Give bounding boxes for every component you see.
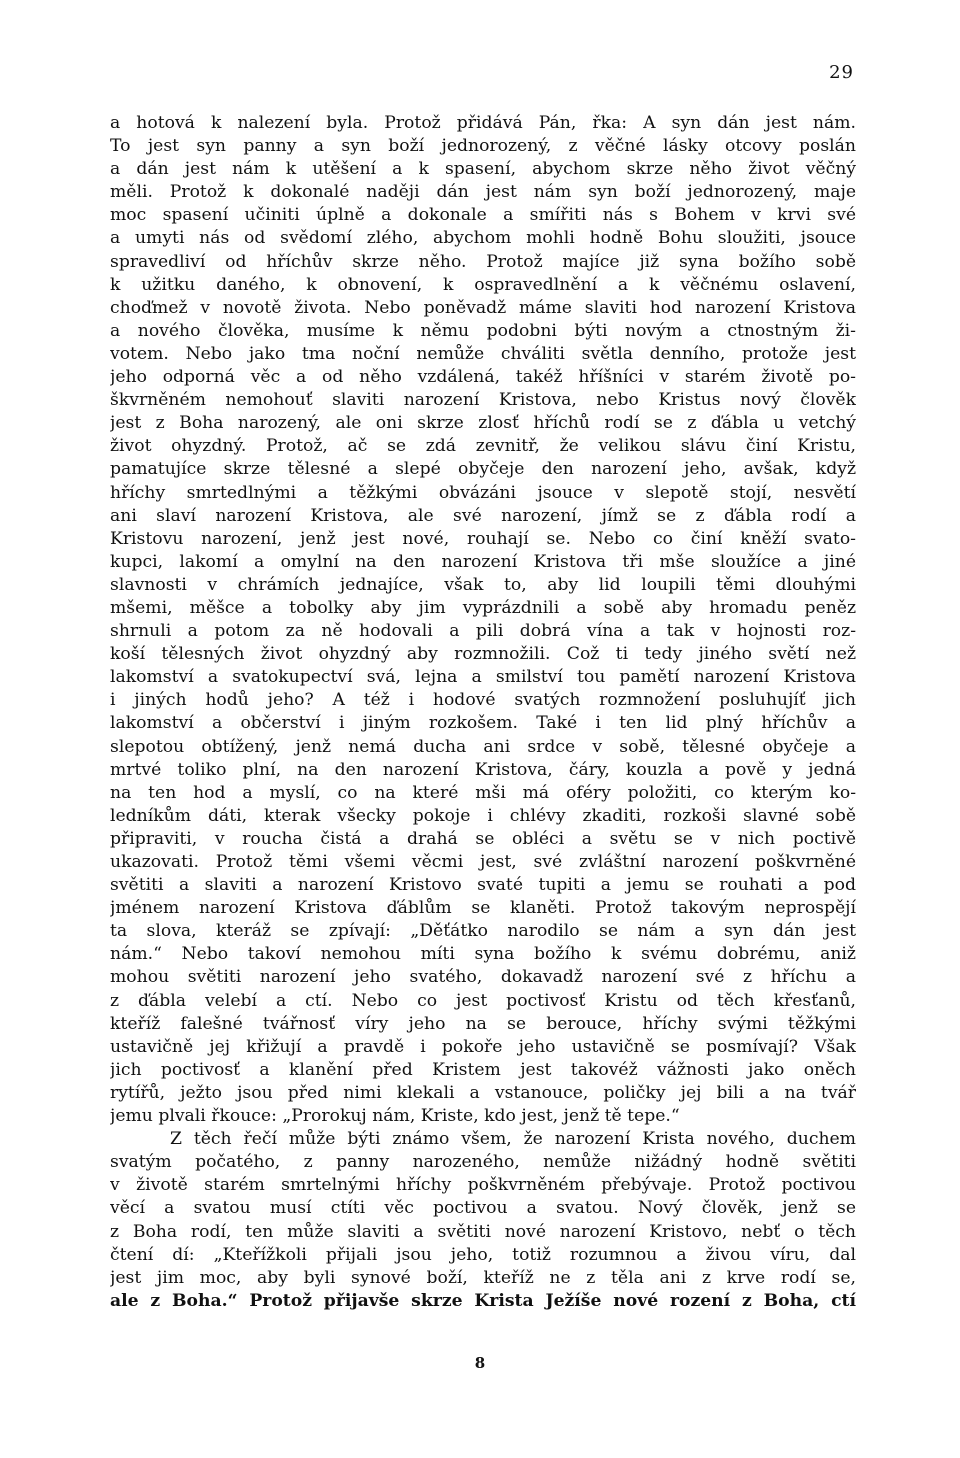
text-line: koší tělesných život ohyzdný aby rozmnožili. Což ti tedy jiného světí než bbox=[110, 644, 856, 665]
text-line: měli. Protož k dokonalé naději dán jest nám syn boží jednorozený, maje bbox=[110, 182, 856, 203]
text-line: jménem narození Kristova ďáblům se klaněti. Protož takovým neprospějí bbox=[110, 898, 856, 919]
text-line: pamatujíce skrze tělesné a slepé obyčeje den narození jeho, avšak, když bbox=[110, 459, 856, 480]
text-line: mrtvé toliko plní, na den narození Kristova, čáry, kouzla a pově y jedná bbox=[110, 759, 856, 780]
text-line: z Boha rodí, ten může slaviti a světiti nové narození Kristovo, nebť o těch bbox=[110, 1221, 856, 1242]
page-number: 29 bbox=[829, 62, 854, 83]
text-line: život ohyzdný. Protož, ač se zdá zevnitř, že velikou slávu činí Kristu, bbox=[110, 436, 856, 457]
printer-signature-mark: 8 bbox=[474, 1354, 486, 1372]
text-line: hříchy smrtedlnými a těžkými obvázáni jsouce v slepotě stojí, nesvětí bbox=[110, 482, 856, 503]
text-line: shrnuli a potom za ně hodovali a pili dobrá vína a tak v hojnosti roz- bbox=[110, 621, 856, 642]
paragraph-end-line: jemu plvali řkouce: „Prorokuj nám, Kriste, kdo jest, jenž tě tepe.“ bbox=[110, 1106, 680, 1127]
text-line: Kristovu narození, jenž jest nové, rouhají se. Nebo co činí kněží svato- bbox=[110, 528, 856, 549]
text-line: kteříž falešné tvářnosť víry jeho na se berouce, hříchy svými těžkými bbox=[110, 1013, 856, 1034]
text-line: jest z Boha narozený, ale oni skrze zlosť hříchů rodí se z ďábla u vetchý bbox=[110, 413, 856, 434]
paragraph-start-line: Z těch řečí může býti známo všem, že narození Krista nového, duchem bbox=[170, 1129, 856, 1150]
text-line: ta slova, kteráž se zpívají: „Děťátko narodilo se nám a syn dán jest bbox=[110, 921, 856, 942]
text-line: choďmež v novotě života. Nebo poněvadž máme slaviti hod narození Kristova bbox=[110, 297, 856, 318]
text-line: jich poctivosť a klanění před Kristem jest takovéž vážnosti jako oněch bbox=[110, 1059, 856, 1080]
text-line: moc spasení učiniti úplně a dokonale a smířiti nás s Bohem v krvi své bbox=[110, 205, 856, 226]
text-line: a nového člověka, musíme k němu podobni býti novým a ctnostným ži- bbox=[110, 320, 856, 341]
text-line: připraviti, v roucha čistá a drahá se obléci a světu se v nich poctivě bbox=[110, 828, 856, 849]
text-line: rytířů, ježto jsou před nimi klekali a vstanouce, poličky jej bili a na tvář bbox=[110, 1082, 856, 1103]
text-line: škvrněném nemohouť slaviti narození Kristova, nebo Kristus nový člověk bbox=[110, 390, 856, 411]
text-line: kupci, lakomí a omylní na den narození Kristova tři mše sloužíce a jiné bbox=[110, 551, 856, 572]
text-line: jeho odporná věc a od něho vzdálená, takéž hříšníci v starém životě po- bbox=[110, 367, 856, 388]
text-line: jest jim moc, aby byli synové boží, kteříž ne z těla ani z krve rodí se, bbox=[110, 1267, 856, 1288]
text-line: lakomství a občerství i jiným rozkošem. Také i ten lid plný hříchův a bbox=[110, 713, 856, 734]
text-line: mohou světiti narození jeho svatého, dokavadž narození své z hříchu a bbox=[110, 967, 856, 988]
text-line: spravedliví od hříchův skrze něho. Protož majíce již syna božího sobě bbox=[110, 251, 856, 272]
text-line: v životě starém smrtelnými hříchy poškvrněném přebývaje. Protož poctivou bbox=[110, 1175, 856, 1196]
text-line: ale z Boha.“ Protož přijavše skrze Krista Ježíše nové rození z Boha, ctí bbox=[110, 1290, 856, 1311]
text-line: slavnosti v chrámích jednajíce, však to, aby lid loupili těmi dlouhými bbox=[110, 574, 856, 595]
text-line: čtení dí: „Kteřížkoli přijali jsou jeho, totiž rozumnou a živou víru, dal bbox=[110, 1244, 856, 1265]
text-line: ani slaví narození Kristova, ale své narození, jímž se z ďábla rodí a bbox=[110, 505, 856, 526]
text-line: světiti a slaviti a narození Kristovo svaté tupiti a jemu se rouhati a pod bbox=[110, 875, 856, 896]
text-line: ukazovati. Protož těmi všemi věcmi jest, své zvláštní narození poškvrněné bbox=[110, 852, 856, 872]
text-line: i jiných hodů jeho? A též i hodové svatých rozmnožení posluhujíť jich bbox=[110, 690, 856, 711]
text-line: To jest syn panny a syn boží jednorozený, z věčné lásky otcovy poslán bbox=[110, 136, 856, 157]
text-line: ustavičně jej křižují a pravdě i pokoře jeho ustavičně se posmívají? Však bbox=[110, 1036, 856, 1057]
text-line: ledníkům dáti, kterak všecky pokoje i chlévy zkaditi, rozkoši slavné sobě bbox=[110, 805, 856, 826]
text-line: z ďábla velebí a ctí. Nebo co jest poctivosť Kristu od těch křesťanů, bbox=[110, 990, 856, 1011]
text-line: nám.“ Nebo takoví nemohou míti syna božího k svému dobrému, aniž bbox=[110, 944, 856, 965]
text-line: a hotová k nalezení byla. Protož přidává Pán, řka: A syn dán jest nám. bbox=[110, 113, 856, 133]
text-line: a dán jest nám k utěšení a k spasení, abychom skrze něho život věčný bbox=[110, 159, 856, 180]
text-line: a umyti nás od svědomí zlého, abychom mohli hodně Bohu sloužiti, jsouce bbox=[110, 228, 856, 249]
body-text bbox=[110, 112, 856, 1313]
text-line: svatým počatého, z panny narozeného, nemůže nižádný hodně světiti bbox=[110, 1152, 856, 1173]
text-line: mšemi, měšce a tobolky aby jim vyprázdnili a sobě aby hromadu peněz bbox=[110, 597, 856, 618]
text-line: k užitku daného, k obnovení, k ospravedlnění a k věčnému oslavení, bbox=[110, 274, 856, 295]
text-line: věcí a svatou musí ctíti věc poctivou a svatou. Nový člověk, jenž se bbox=[110, 1198, 856, 1219]
text-line: na ten hod a myslí, co na které mši má oféry položiti, co kterým ko- bbox=[110, 782, 856, 803]
text-line: slepotou obtížený, jenž nemá ducha ani srdce v sobě, tělesné obyčeje a bbox=[110, 736, 856, 757]
text-line: votem. Nebo jako tma noční nemůže chváliti světla denního, protože jest bbox=[110, 343, 856, 364]
text-line: lakomství a svatokupectví svá, lejna a smilství tou pamětí narození Kristova bbox=[110, 667, 856, 688]
